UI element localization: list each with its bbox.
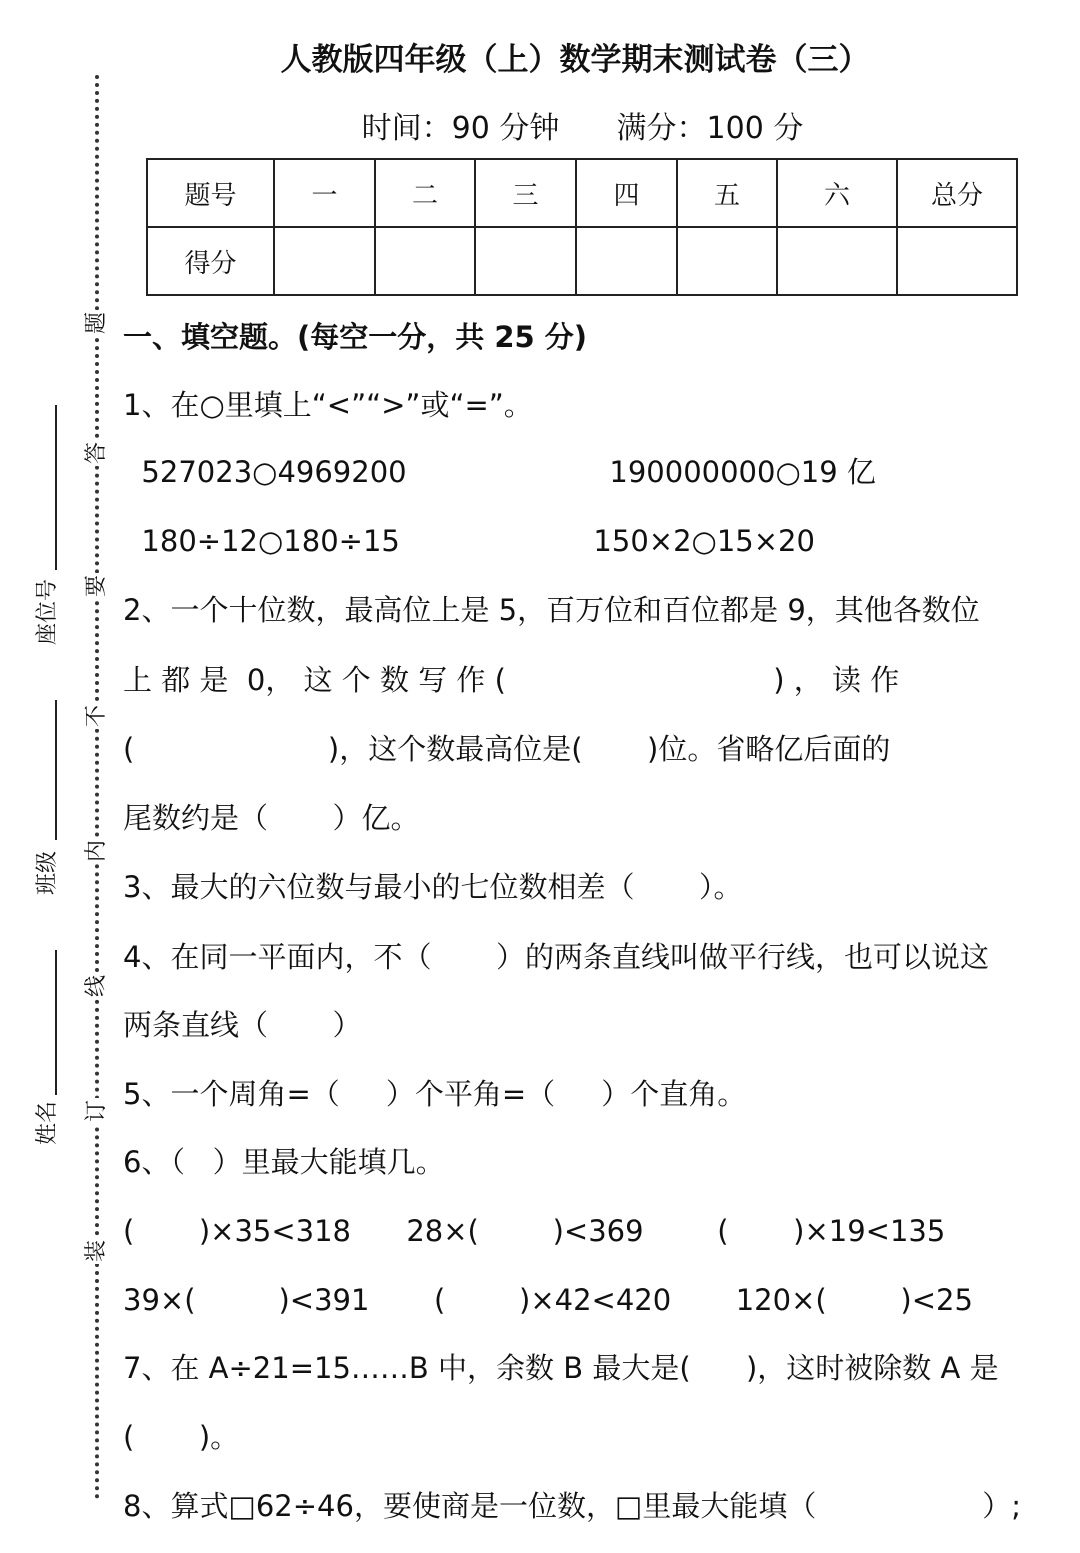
score-cell[interactable] xyxy=(576,227,677,295)
score-cell[interactable] xyxy=(274,227,375,295)
seal-char: 要 xyxy=(84,575,109,598)
question-line: 3、最大的六位数与最小的七位数相差（ ）。 xyxy=(123,870,743,904)
table-row xyxy=(147,159,1017,227)
name-blank[interactable] xyxy=(55,950,57,1095)
score-cell[interactable] xyxy=(897,227,1017,295)
question-line: 1、在○里填上“<”“>”或“=”。 xyxy=(123,388,533,422)
exam-title: 人教版四年级（上）数学期末测试卷（三） xyxy=(280,42,870,78)
score-cell[interactable] xyxy=(375,227,475,295)
seal-char: 线 xyxy=(84,975,109,998)
seat-number-blank[interactable] xyxy=(55,405,57,570)
question-line: ( )×35<318 28×( )<369 ( )×19<135 xyxy=(123,1214,946,1248)
seal-char: 答 xyxy=(84,442,109,465)
table-cell: 五 xyxy=(677,159,777,227)
question-line: ( )，这个数最高位是( )位。省略亿后面的 xyxy=(123,732,891,766)
table-cell: 得分 xyxy=(147,227,274,295)
class-label: 班级 xyxy=(35,850,60,895)
question-line: 39×( )<391 ( )×42<420 120×( )<25 xyxy=(123,1283,973,1317)
seat-number-label: 座位号 xyxy=(35,578,60,645)
score-cell[interactable] xyxy=(677,227,777,295)
table-cell: 三 xyxy=(475,159,576,227)
table-cell: 题号 xyxy=(147,159,274,227)
question-line: ( )。 xyxy=(123,1420,240,1454)
seal-char: 不 xyxy=(84,705,109,728)
class-blank[interactable] xyxy=(55,700,57,840)
seal-char: 题 xyxy=(84,312,109,335)
name-label: 姓名 xyxy=(35,1100,60,1145)
table-cell: 二 xyxy=(375,159,475,227)
exam-subtitle: 时间：90 分钟 满分：100 分 xyxy=(361,111,804,146)
table-cell: 六 xyxy=(777,159,897,227)
section-heading: 一、填空题。(每空一分，共 25 分) xyxy=(123,320,588,354)
question-line: 尾数约是（ ）亿。 xyxy=(123,801,420,835)
question-line: 6、（ ）里最大能填几。 xyxy=(123,1145,445,1179)
table-cell: 四 xyxy=(576,159,677,227)
score-cell[interactable] xyxy=(777,227,897,295)
score-cell[interactable] xyxy=(475,227,576,295)
binding-dotted-line xyxy=(95,75,99,1500)
question-line: 上 都 是 0， 这 个 数 写 作 ( ) ， 读 作 xyxy=(123,663,900,697)
seal-char: 订 xyxy=(84,1100,109,1123)
question-line: 527023○4969200 190000000○19 亿 xyxy=(123,455,876,489)
question-line: 7、在 A÷21=15……B 中，余数 B 最大是( )，这时被除数 A 是 xyxy=(123,1351,999,1385)
score-table xyxy=(146,158,1018,296)
table-row xyxy=(147,227,1017,295)
question-line: 180÷12○180÷15 150×2○15×20 xyxy=(123,524,815,558)
question-line: 两条直线（ ） xyxy=(123,1008,362,1042)
table-cell: 总分 xyxy=(897,159,1017,227)
table-cell: 一 xyxy=(274,159,375,227)
seal-char: 装 xyxy=(84,1240,109,1263)
question-line: 8、算式□62÷46，要使商是一位数，□里最大能填（ ）; xyxy=(123,1489,1022,1523)
question-line: 5、一个周角=（ ）个平角=（ ）个直角。 xyxy=(123,1077,747,1111)
seal-char: 内 xyxy=(84,840,109,863)
question-line: 2、一个十位数，最高位上是 5，百万位和百位都是 9，其他各数位 xyxy=(123,593,980,627)
question-line: 4、在同一平面内，不（ ）的两条直线叫做平行线，也可以说这 xyxy=(123,940,989,974)
